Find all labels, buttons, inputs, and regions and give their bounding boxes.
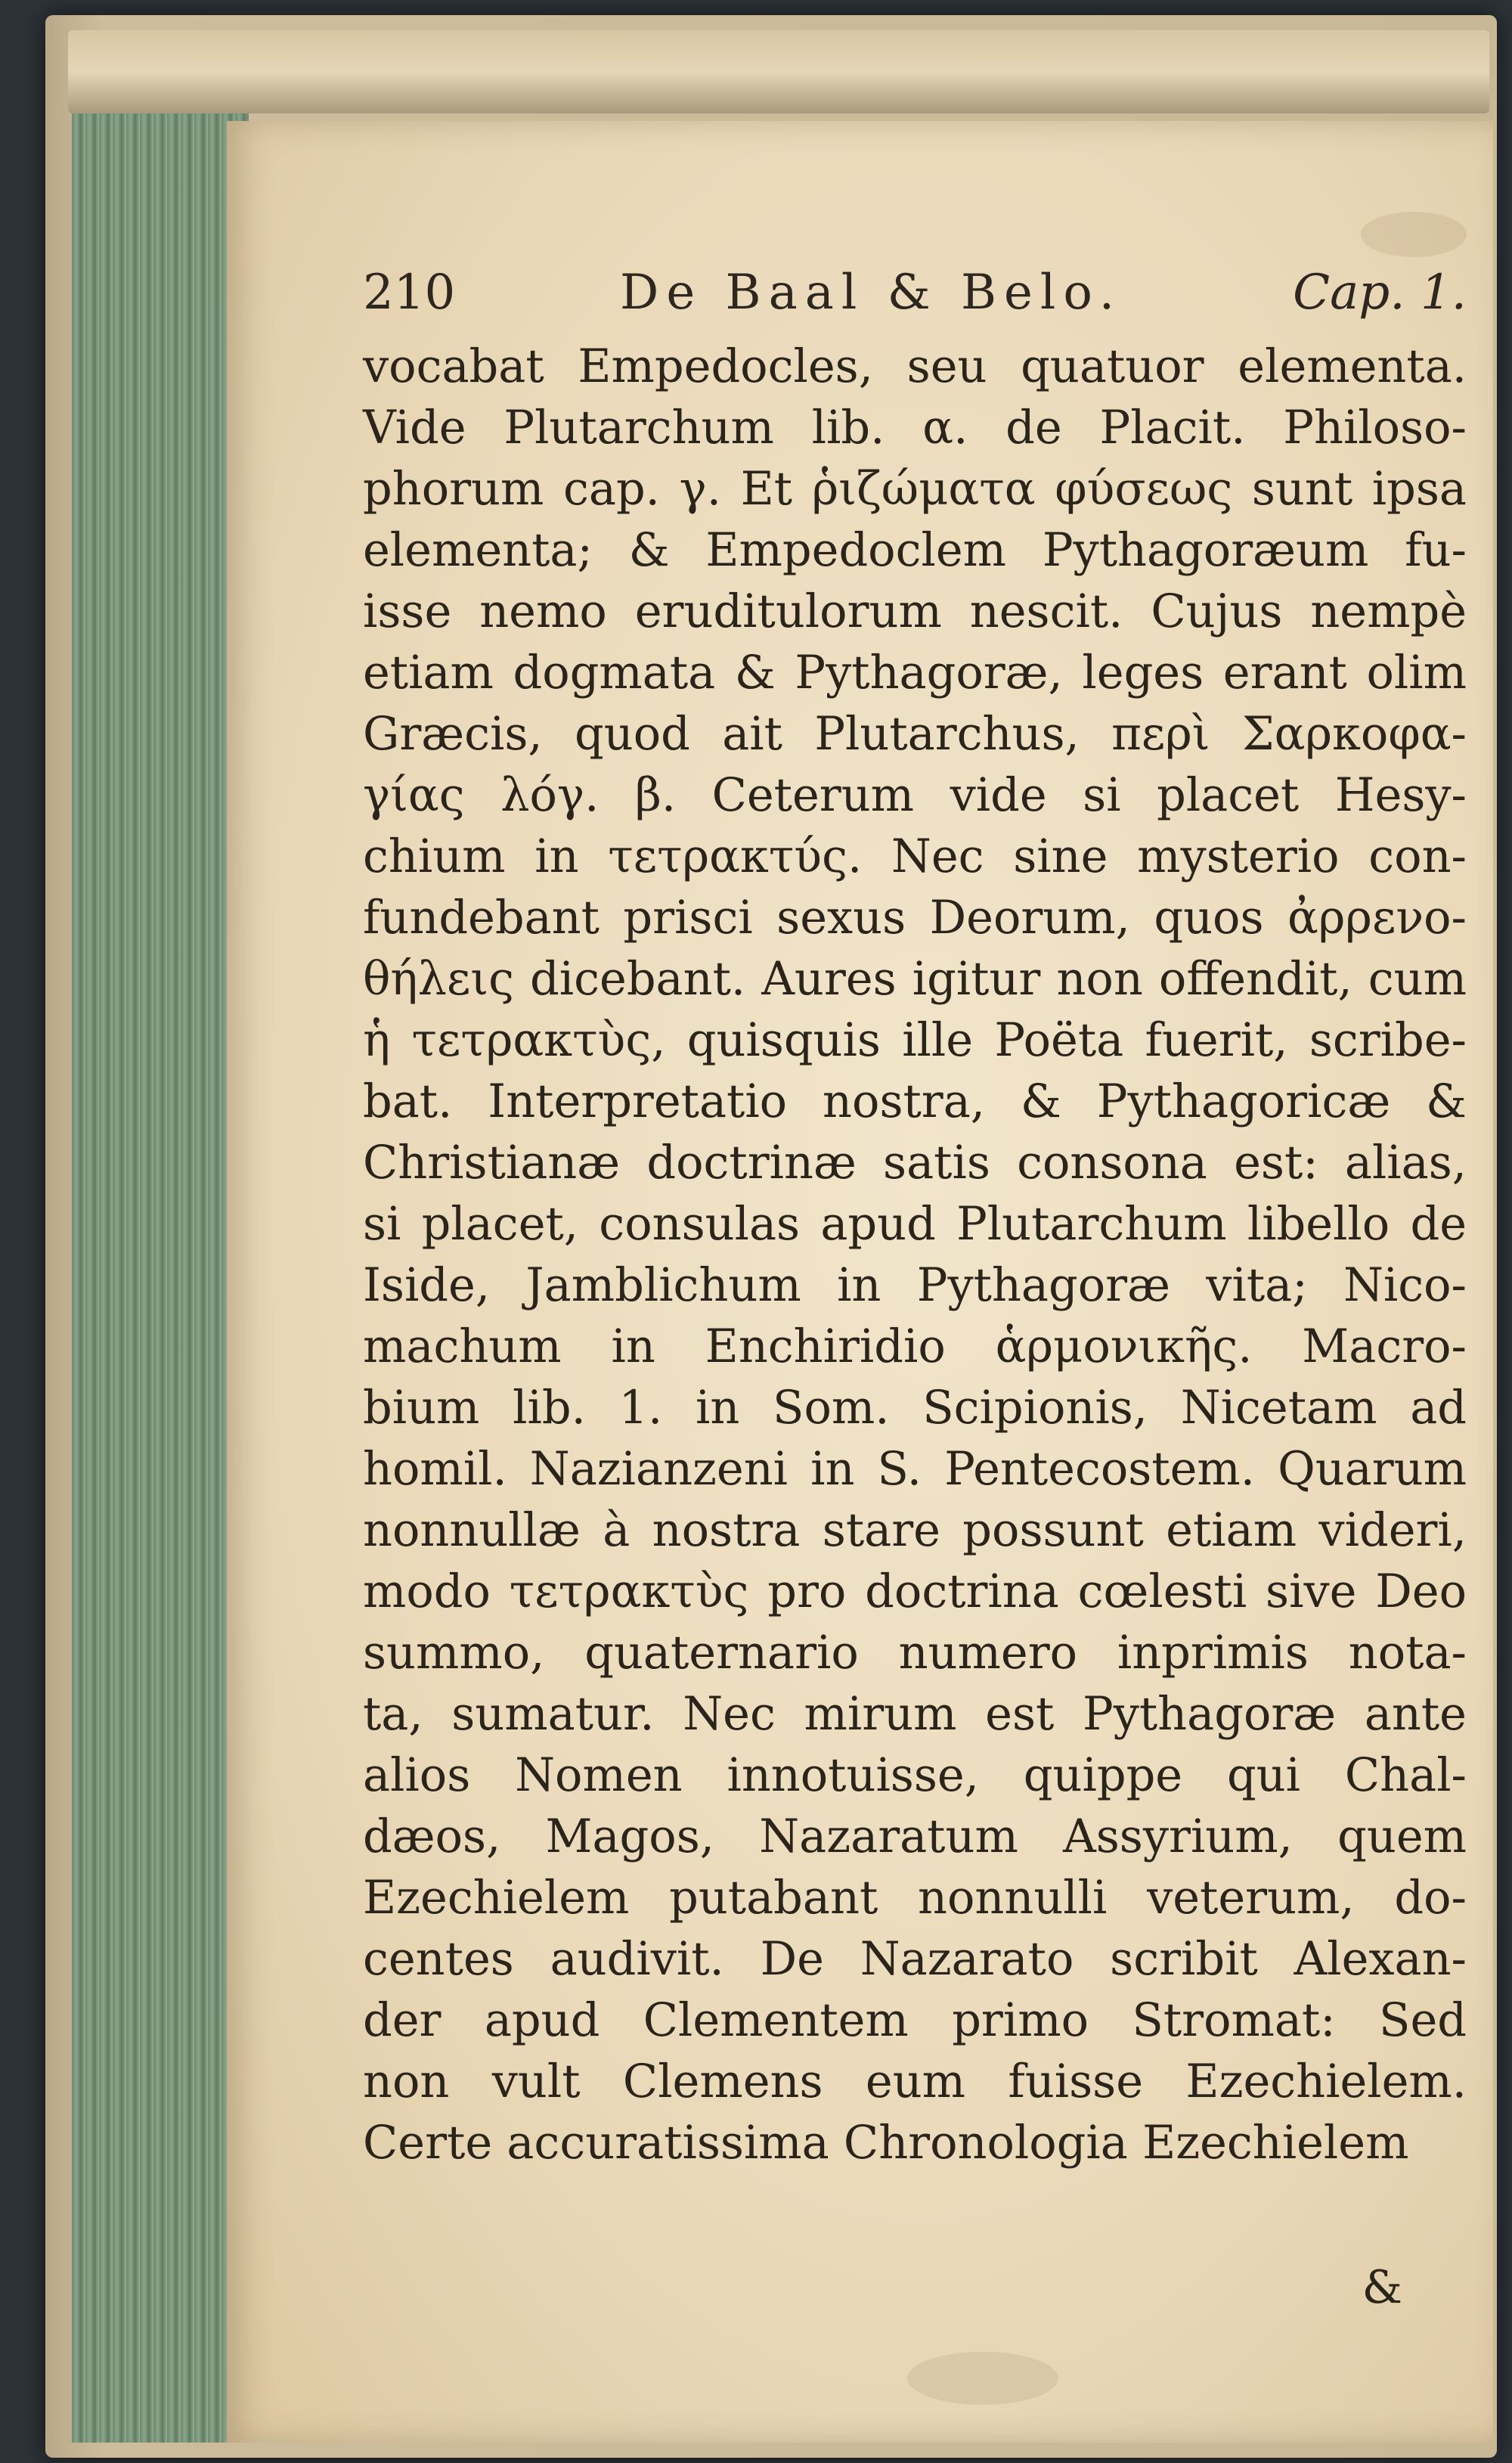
chapter-label: Cap. 1. <box>1293 265 1467 321</box>
text-line: si placet, consulas apud Plutarchum libello de <box>363 1198 1467 1251</box>
text-line: bat. Interpretatio nostra, & Pythagoricæ & <box>363 1075 1467 1128</box>
text-line: Græcis, quod ait Plutarchus, περὶ Σαρκοφα- <box>363 708 1467 761</box>
text-line: etiam dogmata & Pythagoræ, leges erant olim <box>363 647 1467 700</box>
page-number: 210 <box>363 265 456 321</box>
text-line: machum in Enchiridio ἁρμονικῆς. Macro- <box>363 1320 1467 1373</box>
text-line: summo, quaternario numero inprimis nota- <box>363 1627 1467 1680</box>
text-line: Certe accuratissima Chronologia Ezechielem <box>363 2117 1409 2170</box>
text-line: isse nemo eruditulorum nescit. Cujus nempè <box>363 585 1467 638</box>
text-line: non vult Clemens eum fuisse Ezechielem. <box>363 2055 1467 2108</box>
page-header <box>363 265 1467 333</box>
text-line: Iside, Jamblichum in Pythagoræ vita; Nico- <box>363 1259 1467 1312</box>
paper-stain <box>1361 212 1467 257</box>
text-line: Ezechielem putabant nonnulli veterum, do- <box>363 1872 1467 1925</box>
paper-stain <box>907 2352 1058 2405</box>
text-line: der apud Clementem primo Stromat: Sed <box>363 1994 1467 2047</box>
text-line: fundebant prisci sexus Deorum, quos ἀρρενο- <box>363 892 1467 945</box>
text-line: Vide Plutarchum lib. α. de Placit. Philoso- <box>363 402 1467 454</box>
running-title: De Baal & Belo. <box>620 265 1123 321</box>
catchword: & <box>1362 2261 1402 2314</box>
text-line: ta, sumatur. Nec mirum est Pythagoræ ante <box>363 1688 1467 1741</box>
text-line: elementa; & Empedoclem Pythagoræum fu- <box>363 524 1467 577</box>
body-text <box>363 337 1467 2174</box>
text-line: θήλεις dicebant. Aures igitur non offendit, cum <box>363 953 1467 1006</box>
page-edges <box>72 113 249 2443</box>
book-page <box>227 121 1493 2443</box>
text-line: vocabat Empedocles, seu quatuor elementa. <box>363 340 1467 393</box>
text-line: bium lib. 1. in Som. Scipionis, Nicetam ad <box>363 1382 1467 1435</box>
text-line: centes audivit. De Nazarato scribit Alexan- <box>363 1933 1467 1986</box>
text-line: Christianæ doctrinæ satis consona est: alias, <box>363 1137 1467 1190</box>
text-line: nonnullæ à nostra stare possunt etiam videri, <box>363 1504 1467 1557</box>
book-top-edge <box>68 30 1489 113</box>
text-line: alios Nomen innotuisse, quippe qui Chal- <box>363 1749 1467 1802</box>
text-line: homil. Nazianzeni in S. Pentecostem. Quarum <box>363 1443 1467 1496</box>
text-line: γίας λόγ. β. Ceterum vide si placet Hesy- <box>363 769 1467 822</box>
text-line: ἡ τετρακτὺς, quisquis ille Poëta fuerit, scribe- <box>363 1014 1467 1067</box>
text-line: modo τετρακτὺς pro doctrina cœlesti sive Deo <box>363 1565 1467 1618</box>
text-line: dæos, Magos, Nazaratum Assyrium, quem <box>363 1810 1467 1863</box>
text-line: chium in τετρακτύς. Nec sine mysterio con- <box>363 830 1467 883</box>
text-line: phorum cap. γ. Et ῥιζώματα φύσεως sunt ipsa <box>363 463 1467 516</box>
